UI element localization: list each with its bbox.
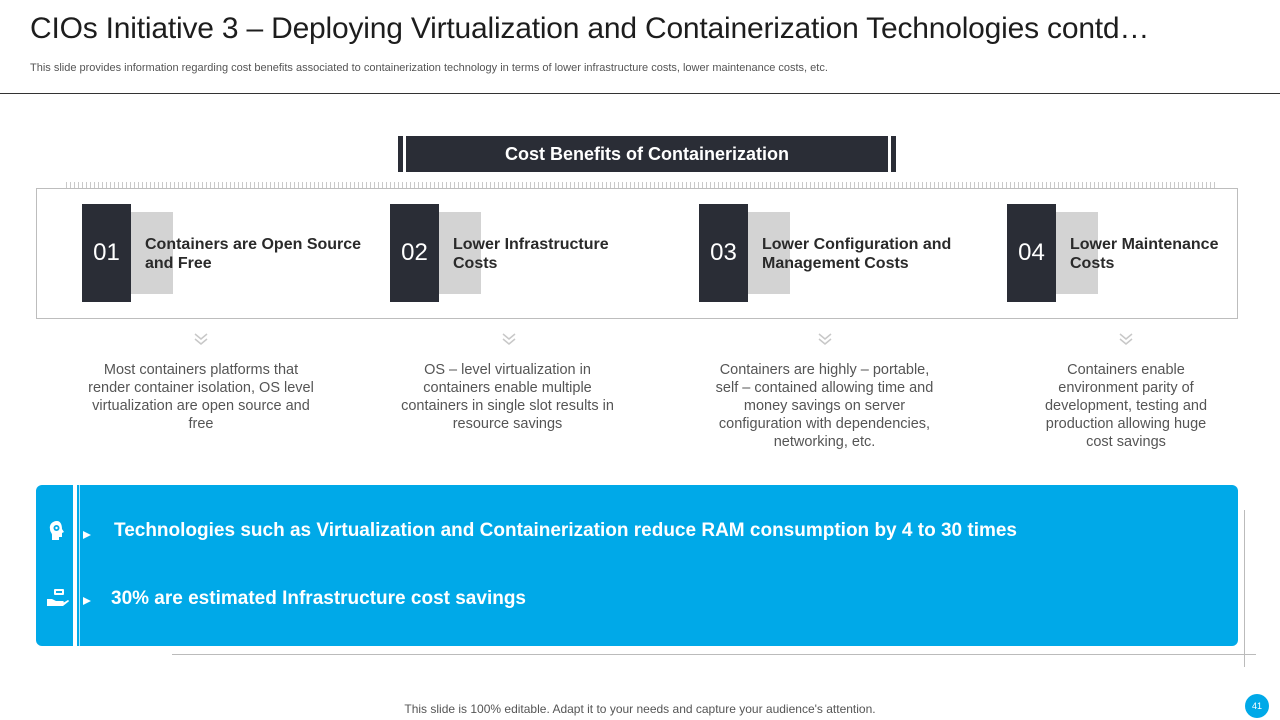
card-description-2: OS – level virtualization in containers enable multiple containers in single slot results in resource savings (401, 362, 614, 432)
chevron-down-icon (1118, 332, 1134, 348)
card-description-4: Containers enable environment parity of development, testing and production allowing huge cost savings (1044, 362, 1208, 450)
card-description-3: Containers are highly – portable, self – contained allowing time and money savings on server configuration with dependencies, networking, etc. (715, 362, 934, 450)
highlight-text-2: 30% are estimated Infrastructure cost savings (111, 588, 527, 609)
hand-money-icon (46, 586, 70, 610)
highlight-text-1: Technologies such as Virtualization and Containerization reduce RAM consumption by 4 to 30 times (114, 520, 1018, 541)
benefit-card-1 (82, 204, 362, 302)
arrow-right-icon (82, 593, 92, 603)
arrow-right-icon (82, 527, 92, 537)
highlight-panel (36, 485, 1238, 646)
banner-label: Cost Benefits of Containerization (504, 143, 789, 164)
benefit-card-3 (699, 204, 979, 302)
chevron-down-icon (501, 332, 517, 348)
head-gears-icon (46, 519, 70, 543)
card-title: Lower Infrastructure Costs (453, 236, 609, 272)
card-number: 02 (390, 204, 439, 302)
page-number-badge: 41 (1245, 694, 1269, 718)
panel-divider-line (73, 485, 77, 646)
chevron-down-icon (817, 332, 833, 348)
header-divider (0, 93, 1280, 94)
card-title: Containers are Open Source and Free (145, 236, 362, 272)
decorative-horizontal-line (172, 654, 1256, 655)
decorative-vertical-line (1244, 510, 1245, 667)
benefit-card-2 (390, 204, 670, 302)
footer-note: This slide is 100% editable. Adapt it to your needs and capture your audience's attention. (404, 702, 876, 716)
benefit-card-4 (1007, 204, 1232, 302)
card-title: Lower Configuration and Management Costs (762, 236, 952, 272)
card-number: 04 (1007, 204, 1056, 302)
slide-title: CIOs Initiative 3 – Deploying Virtualization and Containerization Technologies contd… (30, 12, 1150, 45)
card-number: 01 (82, 204, 131, 302)
panel-divider-line-thin (79, 485, 80, 646)
chevron-down-icon (193, 332, 209, 348)
section-banner (398, 136, 896, 172)
card-title: Lower Maintenance Costs (1070, 236, 1219, 272)
card-number: 03 (699, 204, 748, 302)
slide-subtitle: This slide provides information regarding cost benefits associated to containerization technology in terms of lower infrastructure costs, lower maintenance costs, etc. (30, 62, 828, 74)
card-description-1: Most containers platforms that render container isolation, OS level virtualization are open source and free (88, 362, 314, 432)
